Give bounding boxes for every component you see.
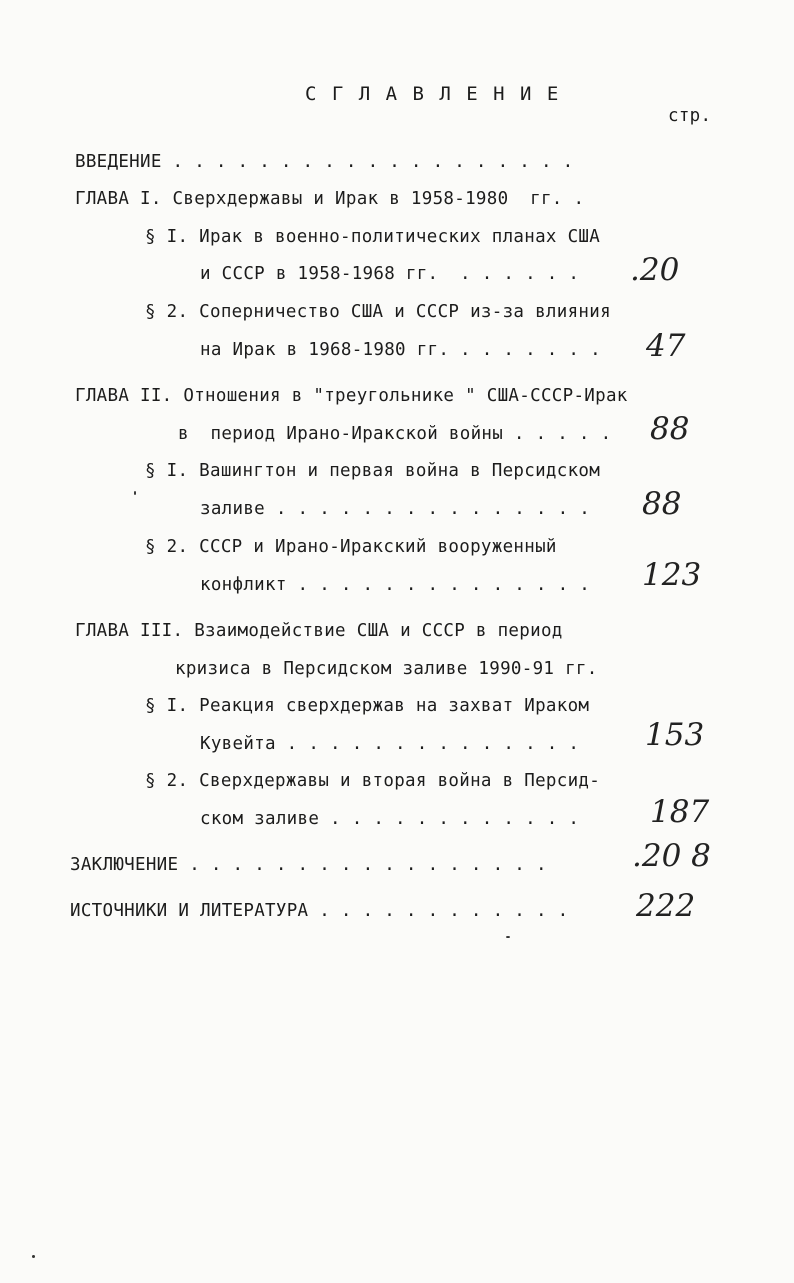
toc-ch1-section-1-title-cont: и СССР в 1958-1968 гг. . . . . . .: [200, 264, 580, 284]
toc-chapter-1-title: ГЛАВА I. Сверхдержавы и Ирак в 1958-1980 гг. .: [75, 189, 585, 209]
toc-ch2-section-2-title: § 2. СССР и Ирано-Иракский вооруженный: [145, 537, 557, 557]
toc-conclusion: ЗАКЛЮЧЕНИЕ . . . . . . . . . . . . . . . . .: [70, 855, 547, 875]
toc-ch3-section-2-title: § 2. Сверхдержавы и вторая война в Персид-: [145, 771, 601, 791]
toc-ch1-section-1-page: .20: [630, 252, 680, 288]
toc-ch1-section-2-title: § 2. Соперничество США и СССР из-за влияния: [145, 302, 611, 322]
scan-speck: [32, 1255, 35, 1258]
toc-ch3-section-1-title: § I. Реакция сверхдержав на захват Ираком: [145, 696, 590, 716]
toc-ch3-section-1-title-cont: Кувейта . . . . . . . . . . . . . .: [200, 734, 580, 754]
toc-sources: ИСТОЧНИКИ И ЛИТЕРАТУРА . . . . . . . . . . . .: [70, 901, 569, 921]
toc-ch3-section-2-title-cont: ском заливе . . . . . . . . . . . .: [200, 809, 580, 829]
toc-chapter-2-title: ГЛАВА II. Отношения в "треугольнике " США-СССР-Ирак: [75, 386, 628, 406]
toc-ch2-section-1-title: § I. Вашингтон и первая война в Персидском: [145, 461, 601, 481]
page-column-header: стр.: [668, 106, 712, 126]
scan-speck: [506, 936, 510, 938]
toc-ch2-section-1-page: 88: [642, 486, 682, 522]
toc-ch3-section-1-page: 153: [645, 717, 705, 753]
toc-chapter-2-page: 88: [650, 411, 690, 447]
toc-ch1-section-2-page: 47: [646, 328, 686, 364]
toc-chapter-2-title-cont: в период Ирано-Иракской войны . . . . .: [178, 424, 612, 444]
toc-ch1-section-1-title: § I. Ирак в военно-политических планах США: [145, 227, 601, 247]
scan-speck: [134, 491, 136, 495]
toc-ch3-section-2-page: 187: [650, 794, 710, 830]
toc-ch2-section-2-title-cont: конфликт . . . . . . . . . . . . . .: [200, 575, 591, 595]
toc-conclusion-page: .20 8: [632, 838, 711, 874]
toc-chapter-3-title-cont: кризиса в Персидском заливе 1990-91 гг.: [175, 659, 598, 679]
toc-sources-page: 222: [636, 888, 696, 924]
toc-intro: ВВЕДЕНИЕ . . . . . . . . . . . . . . . . . . .: [75, 152, 574, 172]
page-title: С Г Л А В Л Е Н И Е: [305, 83, 561, 105]
toc-ch1-section-2-title-cont: на Ирак в 1968-1980 гг. . . . . . . .: [200, 340, 601, 360]
toc-chapter-3-title: ГЛАВА III. Взаимодействие США и СССР в период: [75, 621, 563, 641]
toc-ch2-section-1-title-cont: заливе . . . . . . . . . . . . . . .: [200, 499, 591, 519]
toc-ch2-section-2-page: 123: [642, 557, 702, 593]
